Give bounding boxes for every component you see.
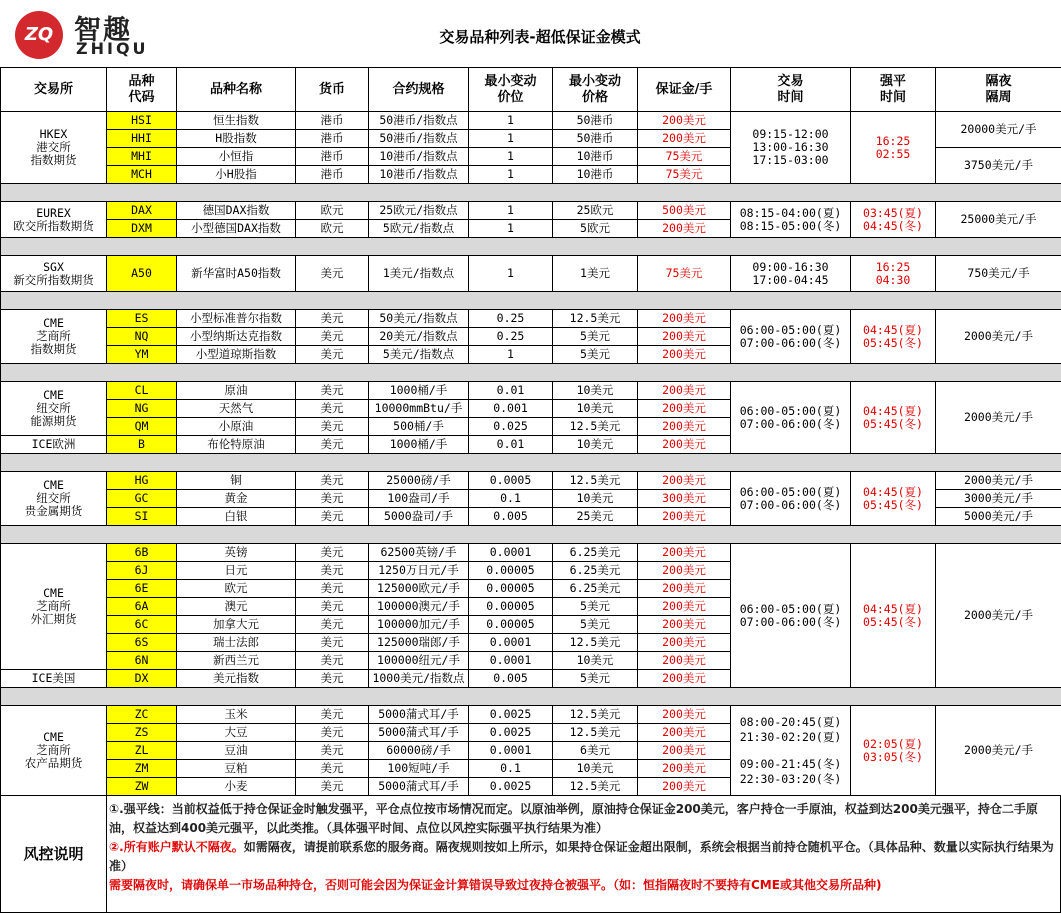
code-cell: MHI [107,148,177,166]
margin-cell: 500美元 [638,202,731,220]
margin-cell: 200美元 [638,598,731,616]
code-cell: MCH [107,166,177,184]
currency-cell: 美元 [296,760,369,778]
exchange-cell: CME 芝商所 指数期货 [1,310,107,364]
table-row [1,310,1061,328]
margin-cell: 200美元 [638,760,731,778]
spec-cell: 10000mmBtu/手 [369,400,469,418]
margin-cell: 200美元 [638,652,731,670]
tick-cell: 0.25 [469,328,553,346]
overnight-cell: 750美元/手 [936,256,1061,292]
price-cell: 12.5美元 [553,310,638,328]
price-cell: 6美元 [553,742,638,760]
currency-cell: 港币 [296,166,369,184]
liq-time-cell: 16:25 04:30 [851,256,936,292]
trade-time-cell: 08:15-04:00(夏) 08:15-05:00(冬) [731,202,851,238]
name-cell: 欧元 [177,580,296,598]
code-cell: 6S [107,634,177,652]
code-cell: HHI [107,130,177,148]
header-min-tick: 最小变动 价位 [469,68,553,112]
margin-cell: 200美元 [638,112,731,130]
currency-cell: 美元 [296,472,369,490]
price-cell: 6.25美元 [553,544,638,562]
code-cell: 6N [107,652,177,670]
name-cell: 小型德国DAX指数 [177,220,296,238]
margin-cell: 300美元 [638,490,731,508]
price-cell: 12.5美元 [553,724,638,742]
overnight-cell: 20000美元/手 [936,112,1061,148]
tick-cell: 1 [469,166,553,184]
tick-cell: 0.25 [469,310,553,328]
tick-cell: 0.00005 [469,598,553,616]
margin-cell: 200美元 [638,310,731,328]
currency-cell: 美元 [296,490,369,508]
name-cell: 大豆 [177,724,296,742]
risk-notes [109,800,1055,895]
exchange-cell: ICE美国 [1,670,107,688]
spec-cell: 1000桶/手 [369,382,469,400]
spec-cell: 60000磅/手 [369,742,469,760]
margin-cell: 200美元 [638,742,731,760]
spec-cell: 5欧元/指数点 [369,220,469,238]
overnight-cell: 3000美元/手 [936,490,1061,508]
code-cell: B [107,436,177,454]
risk-note-2-text: 如需隔夜，请提前联系您的服务商。隔夜规则按如上所示，如果持仓保证金超出限制，系统会根据当前持仓随机平仓。（具体品种、数量以实际执行结果为准） [109,840,1054,873]
spec-cell: 25000磅/手 [369,472,469,490]
liq-time-cell: 03:45(夏) 04:45(冬) [851,202,936,238]
header-margin: 保证金/手 [638,68,731,112]
name-cell: 恒生指数 [177,112,296,130]
margin-cell: 200美元 [638,706,731,724]
code-cell: SI [107,508,177,526]
code-cell: HG [107,472,177,490]
currency-cell: 美元 [296,742,369,760]
code-cell: DXM [107,220,177,238]
spec-cell: 10港币/指数点 [369,148,469,166]
currency-cell: 美元 [296,382,369,400]
header-spec: 合约规格 [369,68,469,112]
margin-cell: 200美元 [638,346,731,364]
price-cell: 50港币 [553,112,638,130]
trade-time-cell: 09:15-12:00 13:00-16:30 17:15-03:00 [731,112,851,184]
risk-label: 风控说明 [1,796,107,912]
header-liq-time: 强平 时间 [851,68,936,112]
code-cell: CL [107,382,177,400]
overnight-cell: 2000美元/手 [936,472,1061,490]
code-cell: NQ [107,328,177,346]
code-cell: YM [107,346,177,364]
price-cell: 12.5美元 [553,778,638,796]
name-cell: 布伦特原油 [177,436,296,454]
code-cell: NG [107,400,177,418]
overnight-cell: 25000美元/手 [936,202,1061,238]
exchange-cell: CME 纽交所 能源期货 [1,382,107,436]
tick-cell: 1 [469,346,553,364]
spec-cell: 500桶/手 [369,418,469,436]
table-row [1,472,1061,490]
tick-cell: 0.00005 [469,616,553,634]
trade-time-summer: 08:00-20:45(夏) 21:30-02:20(夏) [739,714,842,744]
margin-cell: 200美元 [638,778,731,796]
margin-cell: 200美元 [638,616,731,634]
spec-cell: 50港币/指数点 [369,112,469,130]
price-cell: 10港币 [553,148,638,166]
spec-cell: 62500英镑/手 [369,544,469,562]
trade-time-cell: 06:00-05:00(夏) 07:00-06:00(冬) [731,472,851,526]
margin-cell: 200美元 [638,400,731,418]
trade-time-winter: 09:00-21:45(冬) 22:30-03:20(冬) [739,756,842,786]
overnight-cell: 2000美元/手 [936,382,1061,454]
currency-cell: 美元 [296,616,369,634]
spec-cell: 100000澳元/手 [369,598,469,616]
price-cell: 10美元 [553,652,638,670]
price-cell: 12.5美元 [553,634,638,652]
code-cell: ZW [107,778,177,796]
currency-cell: 美元 [296,580,369,598]
price-cell: 10港币 [553,166,638,184]
tick-cell: 0.0001 [469,544,553,562]
code-cell: HSI [107,112,177,130]
code-cell: GC [107,490,177,508]
risk-note-2 [109,838,1055,876]
logo-name-cn: 智趣 [74,15,132,46]
spec-cell: 25欧元/指数点 [369,202,469,220]
currency-cell: 美元 [296,724,369,742]
trade-time-cell: 06:00-05:00(夏) 07:00-06:00(冬) [731,544,851,688]
header-name: 品种名称 [177,68,296,112]
separator-row [1,292,1061,310]
tick-cell: 1 [469,112,553,130]
price-cell: 5欧元 [553,220,638,238]
spec-cell: 5美元/指数点 [369,346,469,364]
tick-cell: 0.00005 [469,562,553,580]
currency-cell: 美元 [296,328,369,346]
spec-cell: 1000桶/手 [369,436,469,454]
code-cell: 6J [107,562,177,580]
tick-cell: 0.025 [469,418,553,436]
overnight-cell: 5000美元/手 [936,508,1061,526]
currency-cell: 美元 [296,400,369,418]
name-cell: 美元指数 [177,670,296,688]
currency-cell: 美元 [296,544,369,562]
tick-cell: 0.0025 [469,706,553,724]
tick-cell: 0.0001 [469,634,553,652]
spec-cell: 5000蒲式耳/手 [369,778,469,796]
price-cell: 1美元 [553,256,638,292]
price-cell: 5美元 [553,346,638,364]
tick-cell: 0.1 [469,760,553,778]
currency-cell: 港币 [296,148,369,166]
exchange-cell: SGX 新交所指数期货 [1,256,107,292]
currency-cell: 美元 [296,436,369,454]
page-header [0,0,1061,67]
spec-cell: 20美元/指数点 [369,328,469,346]
name-cell: 小型纳斯达克指数 [177,328,296,346]
liq-time-cell: 02:05(夏) 03:05(冬) [851,706,936,796]
code-cell: DX [107,670,177,688]
name-cell: 玉米 [177,706,296,724]
tick-cell: 0.001 [469,400,553,418]
spec-cell: 125000瑞郎/手 [369,634,469,652]
margin-cell: 200美元 [638,418,731,436]
currency-cell: 美元 [296,598,369,616]
header-exchange: 交易所 [1,68,107,112]
name-cell: 小H股指 [177,166,296,184]
currency-cell: 港币 [296,112,369,130]
code-cell: ES [107,310,177,328]
price-cell: 10美元 [553,436,638,454]
margin-cell: 200美元 [638,472,731,490]
spec-cell: 5000蒲式耳/手 [369,724,469,742]
code-cell: DAX [107,202,177,220]
name-cell: 小原油 [177,418,296,436]
header-currency: 货币 [296,68,369,112]
risk-control-section [0,795,1061,913]
exchange-cell: EUREX 欧交所指数期货 [1,202,107,238]
product-table [0,67,1061,796]
name-cell: 澳元 [177,598,296,616]
price-cell: 10美元 [553,382,638,400]
currency-cell: 港币 [296,130,369,148]
price-cell: 5美元 [553,670,638,688]
name-cell: 新华富时A50指数 [177,256,296,292]
name-cell: 加拿大元 [177,616,296,634]
liq-time-cell: 16:25 02:55 [851,112,936,184]
margin-cell: 75美元 [638,166,731,184]
price-cell: 5美元 [553,328,638,346]
overnight-cell: 3750美元/手 [936,148,1061,184]
name-cell: 豆粕 [177,760,296,778]
margin-cell: 200美元 [638,724,731,742]
tick-cell: 1 [469,130,553,148]
currency-cell: 美元 [296,346,369,364]
code-cell: ZM [107,760,177,778]
currency-cell: 美元 [296,706,369,724]
tick-cell: 0.0025 [469,724,553,742]
price-cell: 5美元 [553,598,638,616]
exchange-cell: HKEX 港交所 指数期货 [1,112,107,184]
exchange-cell: CME 芝商所 外汇期货 [1,544,107,670]
liq-time-cell: 04:45(夏) 05:45(冬) [851,310,936,364]
spec-cell: 100短吨/手 [369,760,469,778]
margin-cell: 200美元 [638,130,731,148]
price-cell: 6.25美元 [553,562,638,580]
margin-cell: 75美元 [638,148,731,166]
header-trade-time: 交易 时间 [731,68,851,112]
overnight-cell: 2000美元/手 [936,706,1061,796]
price-cell: 25美元 [553,508,638,526]
name-cell: 豆油 [177,742,296,760]
table-row [1,544,1061,562]
table-row [1,706,1061,724]
tick-cell: 1 [469,220,553,238]
tick-cell: 0.1 [469,490,553,508]
spec-cell: 50美元/指数点 [369,310,469,328]
name-cell: 铜 [177,472,296,490]
currency-cell: 美元 [296,778,369,796]
separator-row [1,526,1061,544]
spec-cell: 100000纽元/手 [369,652,469,670]
tick-cell: 1 [469,202,553,220]
header-code: 品种 代码 [107,68,177,112]
logo-name-en: ZHIQU [76,39,149,58]
code-cell: ZS [107,724,177,742]
table-row [1,202,1061,220]
table-header-row [1,68,1061,112]
margin-cell: 200美元 [638,562,731,580]
separator-row [1,238,1061,256]
code-cell: QM [107,418,177,436]
margin-cell: 200美元 [638,580,731,598]
margin-cell: 200美元 [638,220,731,238]
currency-cell: 美元 [296,508,369,526]
currency-cell: 欧元 [296,202,369,220]
spec-cell: 5000蒲式耳/手 [369,706,469,724]
code-cell: ZL [107,742,177,760]
risk-note-3: 需要隔夜时，请确保单一市场品种持仓，否则可能会因为保证金计算错误导致过夜持仓被强平。（如：恒指隔夜时不要持有CME或其他交易所品种) [109,878,882,892]
header-overnight: 隔夜 隔周 [936,68,1061,112]
risk-note-1: ①.强平线：当前权益低于持仓保证金时触发强平，平仓点位按市场情况而定。以原油举例，原油持仓保证金200美元，客户持仓一手原油，权益到达200美元强平，持仓二手原油，权益达到400美元强平，以此类推。（具体强平时间、点位以风控实际强平执行结果为准） [109,802,1038,835]
name-cell: 日元 [177,562,296,580]
header-min-price: 最小变动 价格 [553,68,638,112]
tick-cell: 1 [469,148,553,166]
currency-cell: 美元 [296,670,369,688]
tick-cell: 0.00005 [469,580,553,598]
spec-cell: 10港币/指数点 [369,166,469,184]
spec-cell: 5000盎司/手 [369,508,469,526]
spec-cell: 100盎司/手 [369,490,469,508]
name-cell: 小型道琼斯指数 [177,346,296,364]
separator-row [1,454,1061,472]
logo-icon: ZQ [15,11,63,59]
separator-row [1,364,1061,382]
name-cell: 天然气 [177,400,296,418]
price-cell: 50港币 [553,130,638,148]
overnight-cell: 2000美元/手 [936,544,1061,688]
name-cell: 德国DAX指数 [177,202,296,220]
code-cell: 6B [107,544,177,562]
spec-cell: 100000加元/手 [369,616,469,634]
tick-cell: 0.005 [469,670,553,688]
page-title: 交易品种列表-超低保证金模式 [439,28,641,46]
currency-cell: 美元 [296,634,369,652]
margin-cell: 200美元 [638,328,731,346]
trade-time-cell: 09:00-16:30 17:00-04:45 [731,256,851,292]
margin-cell: 200美元 [638,670,731,688]
overnight-cell: 2000美元/手 [936,310,1061,364]
currency-cell: 美元 [296,256,369,292]
tick-cell: 0.0005 [469,472,553,490]
currency-cell: 美元 [296,310,369,328]
tick-cell: 0.0001 [469,652,553,670]
spec-cell: 1美元/指数点 [369,256,469,292]
name-cell: 小型标准普尔指数 [177,310,296,328]
margin-cell: 200美元 [638,544,731,562]
name-cell: 黄金 [177,490,296,508]
currency-cell: 美元 [296,562,369,580]
spec-cell: 1250万日元/手 [369,562,469,580]
name-cell: 英镑 [177,544,296,562]
trade-time-cell [731,706,851,796]
price-cell: 12.5美元 [553,706,638,724]
tick-cell: 0.005 [469,508,553,526]
margin-cell: 200美元 [638,382,731,400]
price-cell: 6.25美元 [553,580,638,598]
risk-note-2-highlight: ②.所有账户默认不隔夜。 [109,840,244,854]
separator-row [1,184,1061,202]
price-cell: 12.5美元 [553,472,638,490]
table-row [1,112,1061,130]
exchange-cell: ICE欧洲 [1,436,107,454]
separator-row [1,688,1061,706]
liq-time-cell: 04:45(夏) 05:45(冬) [851,472,936,526]
name-cell: 白银 [177,508,296,526]
trade-time-cell: 06:00-05:00(夏) 07:00-06:00(冬) [731,310,851,364]
name-cell: 小恒指 [177,148,296,166]
tick-cell: 0.0001 [469,742,553,760]
exchange-cell: CME 纽交所 贵金属期货 [1,472,107,526]
currency-cell: 美元 [296,652,369,670]
exchange-cell: CME 芝商所 农产品期货 [1,706,107,796]
margin-cell: 200美元 [638,508,731,526]
price-cell: 25欧元 [553,202,638,220]
margin-cell: 200美元 [638,436,731,454]
margin-cell: 200美元 [638,634,731,652]
name-cell: 新西兰元 [177,652,296,670]
liq-time-cell: 04:45(夏) 05:45(冬) [851,382,936,454]
spec-cell: 1000美元/指数点 [369,670,469,688]
name-cell: H股指数 [177,130,296,148]
code-cell: 6A [107,598,177,616]
code-cell: 6C [107,616,177,634]
tick-cell: 1 [469,256,553,292]
price-cell: 10美元 [553,760,638,778]
price-cell: 10美元 [553,490,638,508]
price-cell: 10美元 [553,400,638,418]
currency-cell: 美元 [296,418,369,436]
tick-cell: 0.0025 [469,778,553,796]
name-cell: 瑞士法郎 [177,634,296,652]
tick-cell: 0.01 [469,436,553,454]
code-cell: A50 [107,256,177,292]
currency-cell: 欧元 [296,220,369,238]
name-cell: 小麦 [177,778,296,796]
tick-cell: 0.01 [469,382,553,400]
price-cell: 5美元 [553,616,638,634]
table-row [1,382,1061,400]
margin-cell: 75美元 [638,256,731,292]
code-cell: 6E [107,580,177,598]
liq-time-cell: 04:45(夏) 05:45(冬) [851,544,936,688]
code-cell: ZC [107,706,177,724]
spec-cell: 125000欧元/手 [369,580,469,598]
trade-time-cell: 06:00-05:00(夏) 07:00-06:00(冬) [731,382,851,454]
spec-cell: 50港币/指数点 [369,130,469,148]
name-cell: 原油 [177,382,296,400]
table-row [1,256,1061,292]
price-cell: 12.5美元 [553,418,638,436]
